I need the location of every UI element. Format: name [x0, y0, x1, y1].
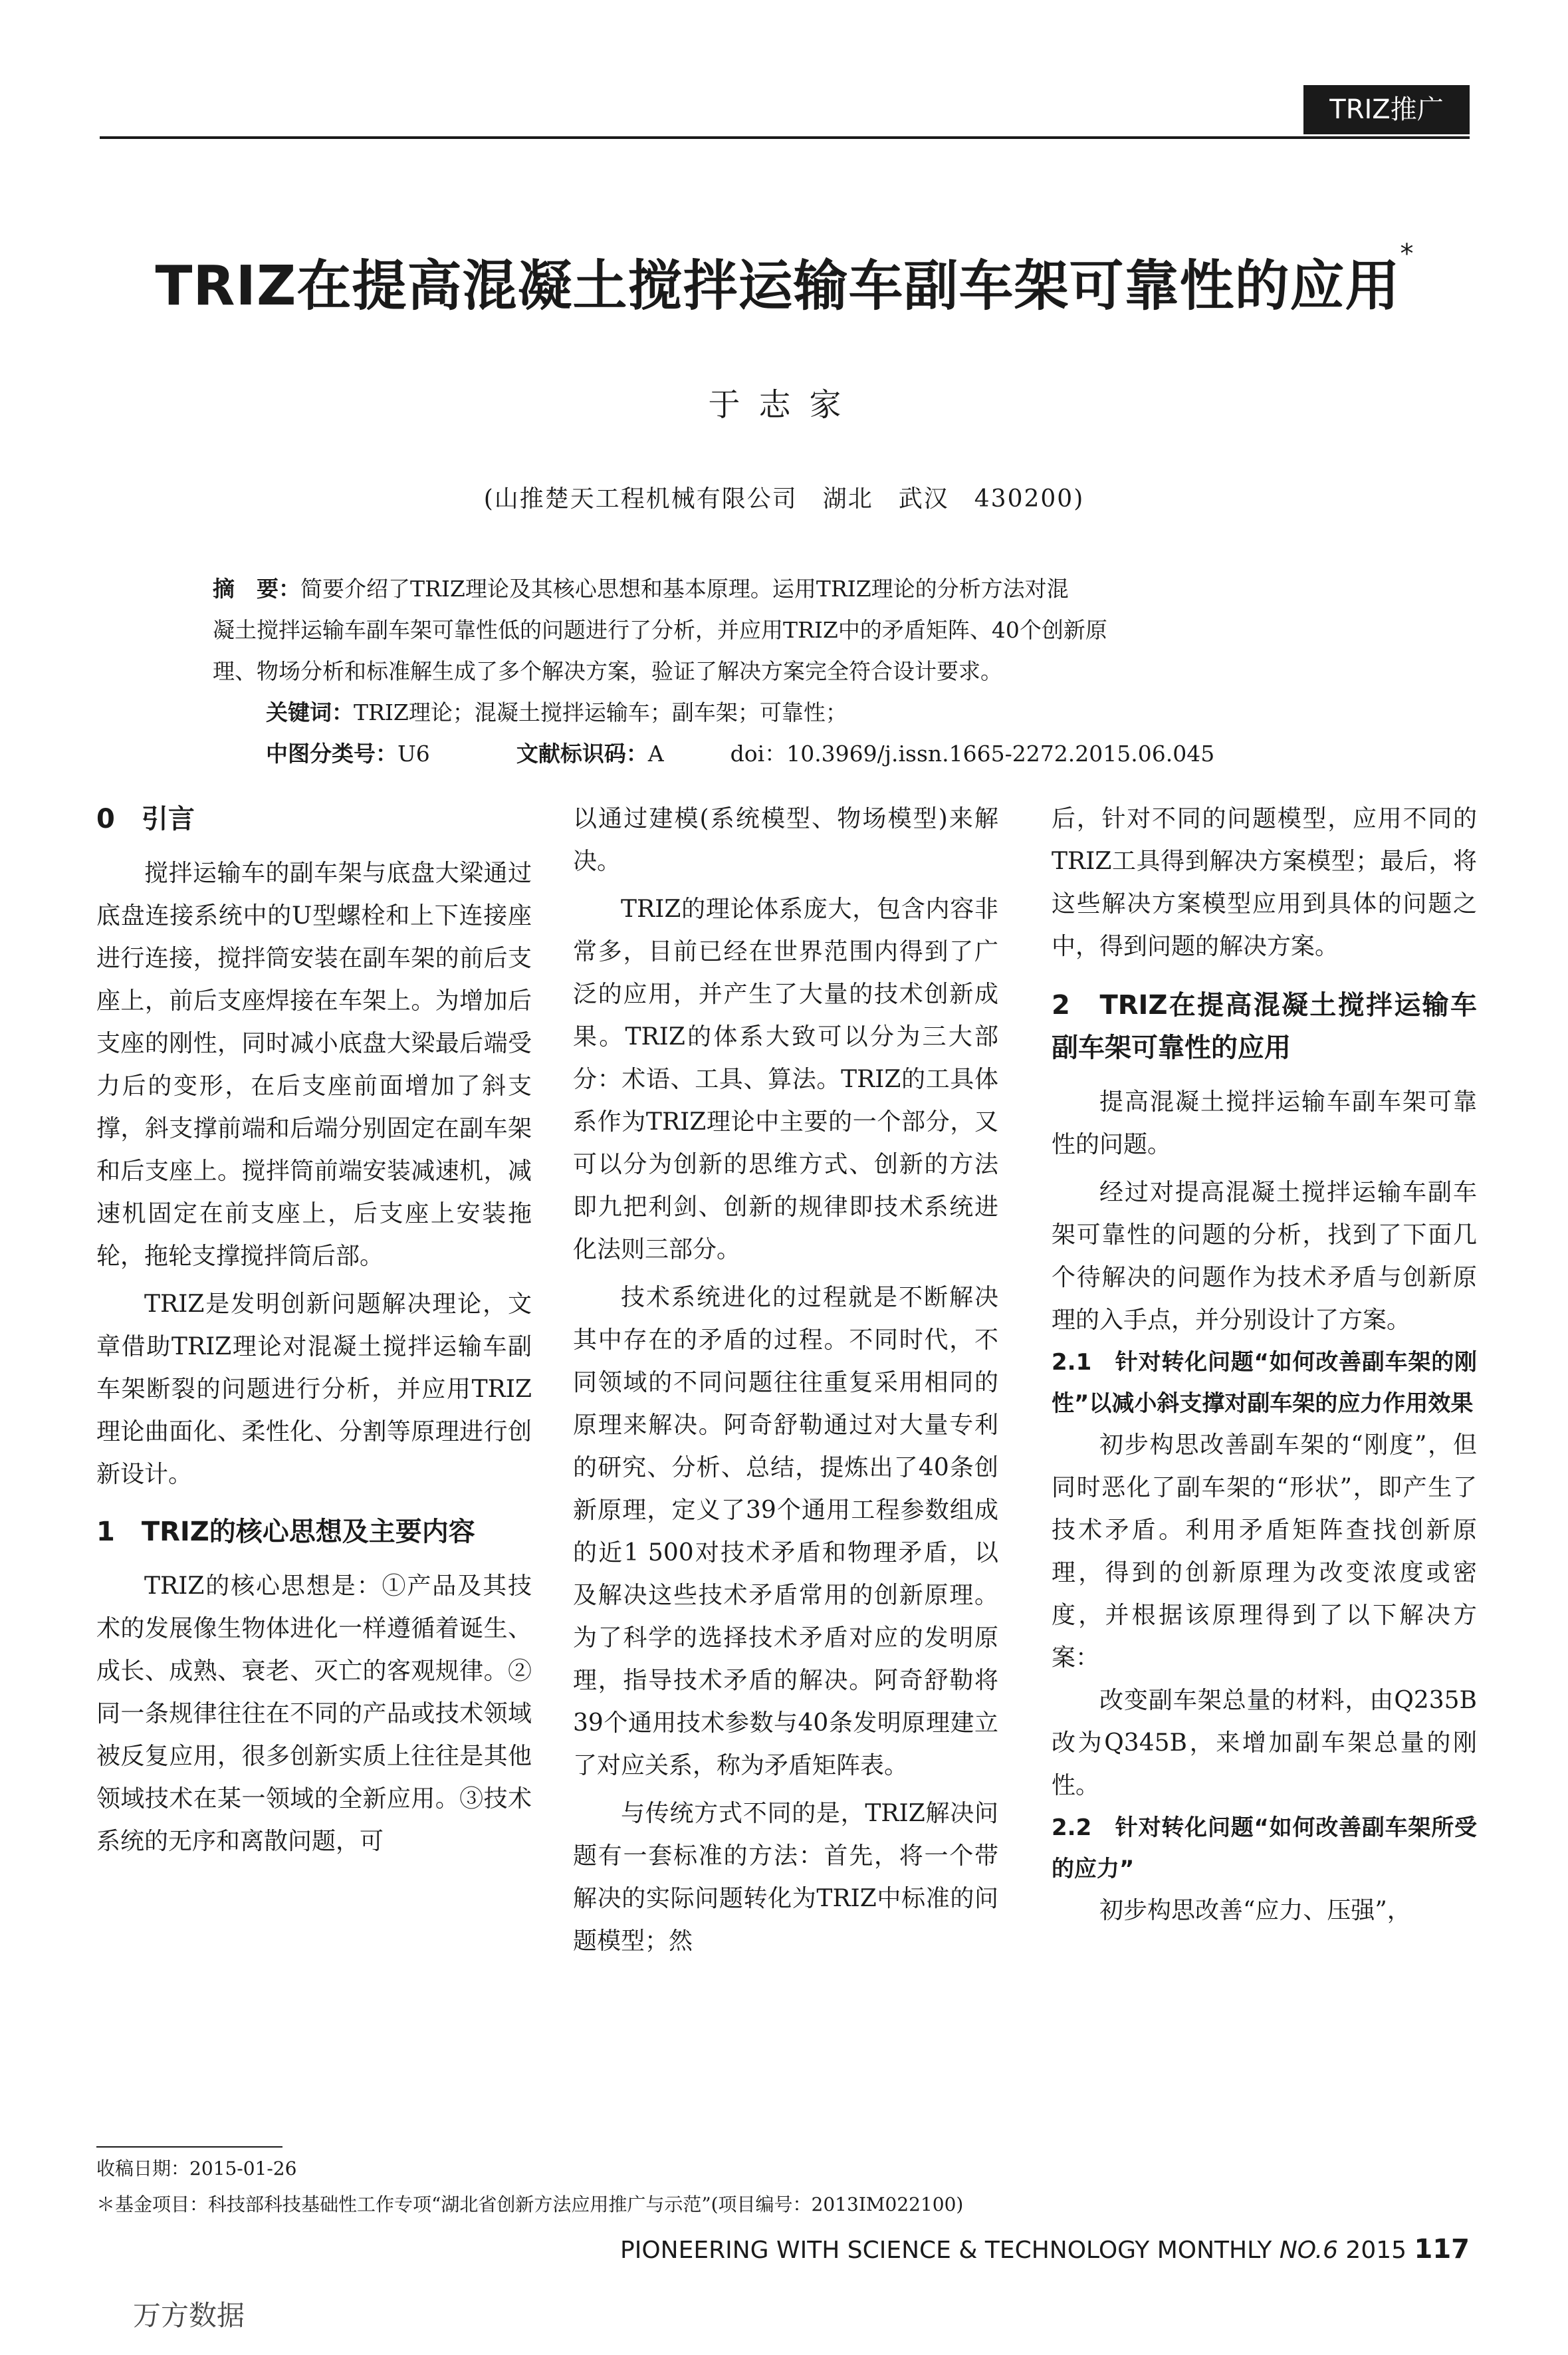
received-date: 收稿日期：2015-01-26 [96, 2158, 297, 2179]
affiliation: (山推楚天工程机械有限公司 湖北 武汉 430200) [483, 485, 1085, 513]
author: 于志家 [708, 386, 860, 424]
column-3 [1052, 798, 1477, 1932]
paragraph: 初步构思改善副车架的“刚度”，但同时恶化了副车架的“形状”，即产生了技术矛盾。利用矛盾矩阵查找创新原理，得到的创新原理为改变浓度或密度，并根据该原理得到了以下解决方案： [1052, 1431, 1477, 1672]
section-1-heading: 1 TRIZ的核心思想及主要内容 [96, 1517, 475, 1547]
subsection-2-1-heading: 2.1 针对转化问题“如何改善副车架的刚性”以减小斜支撑对副车架的应力作用效果 [1052, 1349, 1477, 1417]
paragraph: 以通过建模(系统模型、物场模型)来解决。 [573, 805, 998, 875]
paragraph: 经过对提高混凝土搅拌运输车副车架可靠性的问题的分析，找到了下面几个待解决的问题作为技术矛盾与创新原理的入手点，并分别设计了方案。 [1052, 1179, 1477, 1334]
doi: doi：10.3969/j.issn.1665-2272.2015.06.045 [730, 741, 1215, 767]
keywords-label: 关键词： [266, 699, 354, 725]
column-2 [573, 798, 998, 1963]
abstract-line-2: 凝土搅拌运输车副车架可靠性低的问题进行了分析，并应用TRIZ中的矛盾矩阵、40个创新原 [213, 617, 1107, 643]
classification-line [213, 733, 1369, 775]
issue-number: NO.6 [1279, 2237, 1338, 2264]
page-number: 117 [1414, 2234, 1470, 2265]
section-2-heading: 2 TRIZ在提高混凝土搅拌运输车副车架可靠性的应用 [1052, 990, 1477, 1063]
title-footnote-mark: * [1400, 239, 1414, 269]
article-title [100, 239, 1470, 320]
keywords: TRIZ理论；混凝土搅拌运输车；副车架；可靠性； [354, 699, 847, 725]
abstract-text-1: 简要介绍了TRIZ理论及其核心思想和基本原理。运用TRIZ理论的分析方法对混 [300, 576, 1069, 602]
paragraph: 提高混凝土搅拌运输车副车架可靠性的问题。 [1052, 1088, 1477, 1158]
paragraph: 与传统方式不同的是，TRIZ解决问题有一套标准的方法：首先，将一个带解决的实际问题转化为TRIZ中标准的问题模型；然 [573, 1800, 998, 1955]
paragraph: TRIZ是发明创新问题解决理论，文章借助TRIZ理论对混凝土搅拌运输车副车架断裂的问题进行分析，并应用TRIZ理论曲面化、柔性化、分割等原理进行创新设计。 [96, 1291, 532, 1488]
journal-name: PIONEERING WITH SCIENCE & TECHNOLOGY MONTHLY [620, 2237, 1272, 2264]
paragraph: 搅拌运输车的副车架与底盘大梁通过底盘连接系统中的U型螺栓和上下连接座进行连接，搅拌筒安装在副车架的前后支座上，前后支座焊接在车架上。为增加后支座的刚性，同时减小底盘大梁最后端受力后的变形，在后支座前面增加了斜支撑，斜支撑前端和后端分别固定在副车架和后支座上。搅拌筒前端安装减速机，减速机固定在前支座上，后支座上安装拖轮，拖轮支撑搅拌筒后部。 [96, 860, 532, 1270]
year: 2015 [1345, 2237, 1407, 2264]
doccode-value: A [647, 741, 664, 767]
paragraph: 技术系统进化的过程就是不断解决其中存在的矛盾的过程。不同时代，不同领域的不同问题往往重复采用相同的原理来解决。阿奇舒勒通过对大量专利的研究、分析、总结，提炼出了40条创新原理，定义了39个通用工程参数组成的近1 500对技术矛盾和物理矛盾，以及解决这些技术矛盾常用的创新原理。为了科学的选择技术矛盾对应的发明原理，指导技术矛盾的解决。阿奇舒勒将39个通用技术参数与40条发明原理建立了对应关系，称为矛盾矩阵表。 [573, 1284, 998, 1779]
paragraph: 改变副车架总量的材料，由Q235B改为Q345B，来增加副车架总量的刚性。 [1052, 1687, 1477, 1799]
clc-label: 中图分类号： [266, 741, 397, 767]
subsection-2-2-heading: 2.2 针对转化问题“如何改善副车架所受的应力” [1052, 1814, 1477, 1882]
column-1 [96, 798, 532, 1863]
abstract-label: 摘 要： [213, 576, 300, 602]
section-tag: TRIZ推广 [1303, 85, 1470, 134]
keywords-line [213, 692, 1369, 733]
header-rule [100, 136, 1470, 139]
watermark: 万方数据 [133, 2299, 245, 2332]
footnote-rule [96, 2146, 282, 2148]
clc-value: U6 [397, 741, 430, 767]
paragraph: TRIZ的核心思想是：①产品及其技术的发展像生物体进化一样遵循着诞生、成长、成熟、衰老、灭亡的客观规律。②同一条规律往往在不同的产品或技术领域被反复应用，很多创新实质上往往是其他领域技术在某一领域的全新应用。③技术系统的无序和离散问题，可 [96, 1572, 532, 1855]
doccode-label: 文献标识码： [516, 741, 648, 767]
paragraph: 初步构思改善“应力、压强”， [1099, 1897, 1411, 1924]
abstract-line-1 [213, 568, 1369, 610]
paragraph: TRIZ的理论体系庞大，包含内容非常多，目前已经在世界范围内得到了广泛的应用，并产生了大量的技术创新成果。TRIZ的体系大致可以分为三大部分：术语、工具、算法。TRIZ的工具体系作为TRIZ理论中主要的一个部分，又可以分为创新的思维方式、创新的方法即九把利剑、创新的规律即技术系统进化法则三部分。 [573, 896, 998, 1263]
title-text: TRIZ在提高混凝土搅拌运输车副车架可靠性的应用 [155, 255, 1400, 318]
fund-note: ＊基金项目：科技部科技基础性工作专项“湖北省创新方法应用推广与示范”(项目编号：2013IM022100) [96, 2193, 964, 2215]
section-0-heading: 0 引言 [96, 804, 195, 834]
journal-footer [620, 2234, 1470, 2265]
abstract-line-3: 理、物场分析和标准解生成了多个解决方案，验证了解决方案完全符合设计要求。 [213, 658, 1002, 684]
paragraph: 后，针对不同的问题模型，应用不同的TRIZ工具得到解决方案模型；最后，将这些解决方案模型应用到具体的问题之中，得到问题的解决方案。 [1052, 805, 1477, 960]
abstract-block [213, 568, 1369, 775]
